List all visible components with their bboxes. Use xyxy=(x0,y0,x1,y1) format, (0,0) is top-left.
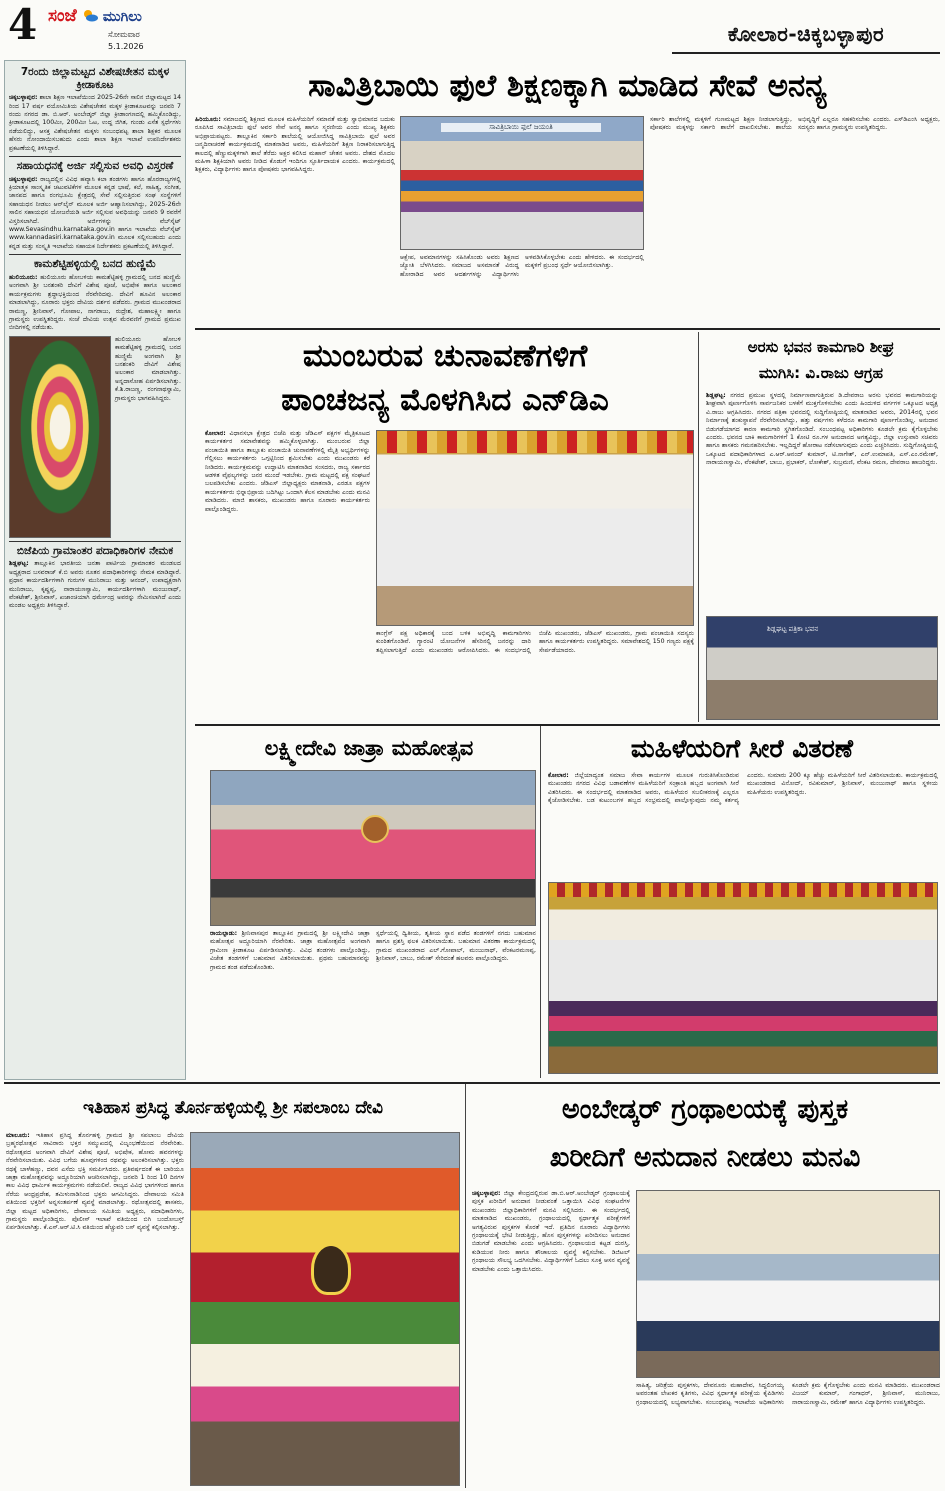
sidebar-story-2 xyxy=(9,160,181,251)
arasu-headline-line2: ಮುಗಿಸಿ: ವಿ.ರಾಜು ಆಗ್ರಹ xyxy=(758,364,884,382)
lakshmi-dateline: ರಾಯಲ್ಪಾಡು: xyxy=(210,930,238,937)
lakshmi-body-1: ಶ್ರೀನಿವಾಸಪುರ ತಾಲ್ಲೂಕಿನ ಗ್ರಾಮದಲ್ಲಿ ಶ್ರೀ ಲಕ್ಷ್ಮೀದೇವಿ ಜಾತ್ರಾ ಮಹೋತ್ಸವ ಅದ್ದೂರಿಯಾಗಿ ನೆರವೇರಿತು. ಜಾತ್ರಾ ಮಹೋತ್ಸವದ ಅಂಗವಾಗಿ ಗ್ರಾಮೀಣ ಕ್ರೀಡಾಕೂಟ ಏರ್ಪಡಿಸಲಾಗಿತ್ತು. ವಿವಿಧ ತಂಡಗಳು ಪಾಲ್ಗೊಂಡಿದ್ದು, ವಿಜೇತ ತಂಡಗಳಿಗೆ ಬಹುಮಾನ ವಿತರಿಸಲಾಯಿತು. ಪ್ರಥಮ ಬಹುಮಾನವನ್ನು ಗ್ರಾಮದ ತಂಡ ಪಡೆದುಕೊಂಡಿತು. xyxy=(210,930,370,971)
arasu-headline-line1: ಅರಸು ಭವನ ಕಾಮಗಾರಿ ಶೀಘ್ರ xyxy=(747,338,895,356)
sidebar-story-4 xyxy=(9,545,181,611)
sidebar-headline-4: ಬಿಜೆಪಿಯ ಗ್ರಾಮಾಂತರ ಪದಾಧಿಕಾರಿಗಳ ನೇಮಕ xyxy=(16,544,174,557)
arasu-body: ನಗರದ ಪ್ರಮುಖ ಸ್ಥಳದಲ್ಲಿ ನಿರ್ಮಾಣವಾಗುತ್ತಿರುವ ಡಿ.ದೇವರಾಜ ಅರಸು ಭವನದ ಕಾಮಗಾರಿಯನ್ನು ಶೀಘ್ರವಾಗಿ ಪೂರ್ಣಗೊಳಿಸಿ ಸಾರ್ವಜನಿಕರ ಬಳಕೆಗೆ ಮುಕ್ತಗೊಳಿಸಬೇಕು ಎಂದು ಹಿಂದುಳಿದ ವರ್ಗಗಳ ಒಕ್ಕೂಟದ ಅಧ್ಯಕ್ಷ ವಿ.ರಾಜು ಆಗ್ರಹಿಸಿದರು. ನಗರದ ಪತ್ರಿಕಾ ಭವನದಲ್ಲಿ ಸುದ್ದಿಗೋಷ್ಠಿಯಲ್ಲಿ ಮಾತನಾಡಿದ ಅವರು, 2014ರಲ್ಲಿ ಭವನ ನಿರ್ಮಾಣಕ್ಕೆ ಶಂಕುಸ್ಥಾಪನೆ ನೆರವೇರಿಸಲಾಗಿದ್ದು, ಹತ್ತು ವರ್ಷಗಳು ಕಳೆದರೂ ಕಾಮಗಾರಿ ಪೂರ್ಣಗೊಂಡಿಲ್ಲ. ಅನುದಾನ ಬಿಡುಗಡೆಯಾಗದ ಕಾರಣ ಕಾಮಗಾರಿ ಸ್ಥಗಿತಗೊಂಡಿದೆ. ಸಂಬಂಧಪಟ್ಟ ಅಧಿಕಾರಿಗಳು ಕೂಡಲೇ ಕ್ರಮ ಕೈಗೊಳ್ಳಬೇಕು ಎಂದರು. ಭವನದ ಬಾಕಿ ಕಾಮಗಾರಿಗಳಿಗೆ 1 ಕೋಟಿ ರೂ.ಗಳ ಅನುದಾನದ ಅಗತ್ಯವಿದ್ದು, ಜಿಲ್ಲಾ ಉಸ್ತುವಾರಿ ಸಚಿವರು ಹಾಗೂ ಶಾಸಕರು ಗಮನಹರಿಸಬೇಕು. ಇಲ್ಲದಿದ್ದರೆ ಹೋರಾಟ ನಡೆಸಲಾಗುವುದು ಎಂದು ಎಚ್ಚರಿಸಿದರು. ಸುದ್ದಿಗೋಷ್ಠಿಯಲ್ಲಿ ಒಕ್ಕೂಟದ ಪದಾಧಿಕಾರಿಗಳಾದ ಎ.ಆರ್.ಆನಂದ್ ಕುಮಾರ್, ಟಿ.ನಾಗೇಶ್, ಎನ್.ಉಮಾಪತಿ, ಎಸ್.ಎಂ.ರಮೇಶ್, ನಾರಾಯಣಸ್ವಾಮಿ, ವೆಂಕಟೇಶ್, ಬಾಬು, ಪ್ರಭಾಕರ್, ಲೋಕೇಶ್, ಸುಬ್ರಮಣಿ, ವೆಂಕಟ ರಮಣ, ದೇವರಾಜ ಹಾಜರಿದ್ದರು. xyxy=(706,392,938,467)
nda-dateline: ಕೋಲಾರ: xyxy=(205,430,226,437)
toranahalli-body-wrap xyxy=(6,1132,184,1484)
lakshmi-col1 xyxy=(210,930,370,1076)
saree-body: ಜಿಲ್ಲೆಯಾದ್ಯಂತ ಸಮಾಜ ಸೇವಾ ಕಾರ್ಯಗಳ ಮೂಲಕ ಗುರುತಿಸಿಕೊಂಡಿರುವ ಮುಖಂಡರು ನಗರದ ವಿವಿಧ ಬಡಾವಣೆಗಳ ಮಹಿಳೆಯರಿಗೆ ಸಂಕ್ರಾಂತಿ ಹಬ್ಬದ ಅಂಗವಾಗಿ ಸೀರೆ ವಿತರಿಸಿದರು. ಈ ಸಂದರ್ಭದಲ್ಲಿ ಮಾತನಾಡಿದ ಅವರು, ಮಹಿಳೆಯರ ಸಬಲೀಕರಣಕ್ಕೆ ಎಲ್ಲರೂ ಕೈಜೋಡಿಸಬೇಕು. ಬಡ ಕುಟುಂಬಗಳ ಹಬ್ಬದ ಸಂಭ್ರಮದಲ್ಲಿ ಪಾಲ್ಗೊಳ್ಳುವುದು ನಮ್ಮ ಕರ್ತವ್ಯ ಎಂದರು. ಸುಮಾರು 200 ಕ್ಕೂ ಹೆಚ್ಚು ಮಹಿಳೆಯರಿಗೆ ಸೀರೆ ವಿತರಿಸಲಾಯಿತು. ಕಾರ್ಯಕ್ರಮದಲ್ಲಿ ಮುಖಂಡರಾದ ವಿನೋದ್, ರವಿಕುಮಾರ್, ಶ್ರೀನಿವಾಸ್, ಮಂಜುನಾಥ್ ಹಾಗೂ ಸ್ಥಳೀಯ ಮಹಿಳೆಯರು ಉಪಸ್ಥಿತರಿದ್ದರು. xyxy=(548,772,938,805)
saree-photo xyxy=(548,882,938,1074)
region-label: ಕೋಲಾರ-ಚಿಕ್ಕಬಳ್ಳಾಪುರ xyxy=(672,14,940,54)
saree-dateline: ಕೋಲಾರ: xyxy=(548,772,569,779)
sidebar-body-3b: ಹುಲಿಯೂರು ಹೋಬಳಿ ಕಾಮಶೆಟ್ಟಿಹಳ್ಳಿ ಗ್ರಾಮದಲ್ಲಿ ಬನದ ಹುಣ್ಣಿಮೆ ಅಂಗವಾಗಿ ಶ್ರೀ ಬನಶಂಕರಿ ದೇವಿಗೆ ವಿಶೇಷ ಅಲಂಕಾರ ಮಾಡಲಾಗಿತ್ತು. ಅನ್ನದಾಸೋಹ ಏರ್ಪಡಿಸಲಾಗಿತ್ತು. ಕೆ.ಶಿ.ರಾಜಣ್ಣ, ರಂಗನಾಥಸ್ವಾಮಿ, ಗ್ರಾಮಸ್ಥರು ಭಾಗವಹಿಸಿದ್ದರು. xyxy=(115,335,181,402)
nda-headline-line2: ಪಾಂಚಜನ್ಯ ಮೊಳಗಿಸಿದ ಎನ್‌ಡಿಎ xyxy=(281,382,609,418)
sidebar-headline-1: 7ರಂದು ಜಿಲ್ಲಾಮಟ್ಟದ ವಿಶೇಷಚೇತನ ಮಕ್ಕಳ ಕ್ರೀಡಾಕೂಟ xyxy=(20,66,170,91)
masthead-date: 5.1.2026 xyxy=(108,42,144,51)
deity-idol-icon xyxy=(311,1243,351,1295)
trophy-shield-icon xyxy=(361,815,389,843)
sidebar-dateline-4: ಶಿಡ್ಲಘಟ್ಟ: xyxy=(9,560,29,568)
savitribai-col1 xyxy=(195,116,395,326)
ambedkar-body-1: ಜಿಲ್ಲಾ ಕೇಂದ್ರದಲ್ಲಿರುವ ಡಾ.ಬಿ.ಆರ್.ಅಂಬೇಡ್ಕರ್ ಗ್ರಂಥಾಲಯಕ್ಕೆ ಪುಸ್ತಕ ಖರೀದಿಗೆ ಅನುದಾನ ನೀಡುವಂತೆ ಒತ್ತಾಯಿಸಿ ವಿವಿಧ ಸಂಘಟನೆಗಳ ಮುಖಂಡರು ಜಿಲ್ಲಾಧಿಕಾರಿಗಳಿಗೆ ಮನವಿ ಸಲ್ಲಿಸಿದರು. ಈ ಸಂದರ್ಭದಲ್ಲಿ ಮಾತನಾಡಿದ ಮುಖಂಡರು, ಗ್ರಂಥಾಲಯದಲ್ಲಿ ಸ್ಪರ್ಧಾತ್ಮಕ ಪರೀಕ್ಷೆಗಳಿಗೆ ಅಗತ್ಯವಿರುವ ಪುಸ್ತಕಗಳ ಕೊರತೆ ಇದೆ. ಪ್ರತಿದಿನ ನೂರಾರು ವಿದ್ಯಾರ್ಥಿಗಳು ಗ್ರಂಥಾಲಯಕ್ಕೆ ಭೇಟಿ ನೀಡುತ್ತಿದ್ದು, ಹೊಸ ಪುಸ್ತಕಗಳನ್ನು ಖರೀದಿಸಲು ಅನುದಾನ ಬಿಡುಗಡೆ ಮಾಡಬೇಕು ಎಂದು ಆಗ್ರಹಿಸಿದರು. ಗ್ರಂಥಾಲಯದ ಕಟ್ಟಡ ದುರಸ್ತಿ, ಕುಡಿಯುವ ನೀರು ಹಾಗೂ ಶೌಚಾಲಯ ವ್ಯವಸ್ಥೆ ಕಲ್ಪಿಸಬೇಕು. ಡಿಜಿಟಲ್ ಗ್ರಂಥಾಲಯ ಸೌಲಭ್ಯ ಒದಗಿಸಬೇಕು. ವಿದ್ಯಾರ್ಥಿಗಳಿಗೆ ಓದಲು ಸೂಕ್ತ ಆಸನ ವ್ಯವಸ್ಥೆ ಮಾಡಬೇಕು ಎಂದು ಒತ್ತಾಯಿಸಿದರು. xyxy=(472,1190,630,1273)
nda-headline xyxy=(195,334,695,426)
ambedkar-col1 xyxy=(472,1190,630,1486)
savitribai-body-3: ಸರ್ಕಾರಿ ಶಾಲೆಗಳಲ್ಲಿ ಮಕ್ಕಳಿಗೆ ಗುಣಮಟ್ಟದ ಶಿಕ್ಷಣ ನೀಡಲಾಗುತ್ತಿದ್ದು, ಪೋಷಕರು ಮಕ್ಕಳನ್ನು ಸರ್ಕಾರಿ ಶಾಲೆಗೆ ದಾಖಲಿಸಬೇಕು. ಶಾಲೆಯ ಅಭಿವೃದ್ಧಿಗೆ ಎಲ್ಲರೂ ಸಹಕರಿಸಬೇಕು ಎಂದರು. ಎಸ್‌ಡಿಎಂಸಿ ಅಧ್ಯಕ್ಷರು, ಸದಸ್ಯರು ಹಾಗೂ ಗ್ರಾಮಸ್ಥರು ಉಪಸ್ಥಿತರಿದ್ದರು. xyxy=(650,116,940,132)
arasu-headline xyxy=(702,334,940,390)
page-number: 4 xyxy=(8,4,38,49)
left-sidebar xyxy=(4,60,186,1080)
toranahalli-photo xyxy=(190,1132,460,1486)
toranahalli-body: ಇತಿಹಾಸ ಪ್ರಸಿದ್ಧ ತೊರ್ನಹಳ್ಳಿ ಗ್ರಾಮದ ಶ್ರೀ ಸಪಲಾಂಬ ದೇವಿಯ ಬ್ರಹ್ಮರಥೋತ್ಸವ ಸಾವಿರಾರು ಭಕ್ತರ ಸಮ್ಮುಖದಲ್ಲಿ ವಿಜೃಂಭಣೆಯಿಂದ ನೆರವೇರಿತು. ರಥೋತ್ಸವದ ಅಂಗವಾಗಿ ದೇವಿಗೆ ವಿಶೇಷ ಪೂಜೆ, ಅಭಿಷೇಕ, ಹೋಮ ಹವನಗಳನ್ನು ನೆರವೇರಿಸಲಾಯಿತು. ವಿವಿಧ ಬಗೆಯ ಹೂವುಗಳಿಂದ ರಥವನ್ನು ಅಲಂಕರಿಸಲಾಗಿತ್ತು. ಭಕ್ತರು ರಥಕ್ಕೆ ಬಾಳೆಹಣ್ಣು, ದವನ ಎಸೆದು ಭಕ್ತಿ ಸಮರ್ಪಿಸಿದರು. ಪ್ರತಿವರ್ಷದಂತೆ ಈ ಬಾರಿಯೂ ಜಾತ್ರಾ ಮಹೋತ್ಸವವನ್ನು ಅದ್ದೂರಿಯಾಗಿ ಆಚರಿಸಲಾಗಿದ್ದು, ಜನವರಿ 1 ರಿಂದ 10 ದಿನಗಳ ಕಾಲ ವಿವಿಧ ಧಾರ್ಮಿಕ ಕಾರ್ಯಕ್ರಮಗಳು ನಡೆಯಲಿವೆ. ರಾಜ್ಯದ ವಿವಿಧ ಭಾಗಗಳಿಂದ ಹಾಗೂ ನೆರೆಯ ಆಂಧ್ರಪ್ರದೇಶ, ತಮಿಳುನಾಡಿನಿಂದ ಭಕ್ತರು ಆಗಮಿಸಿದ್ದರು. ದೇವಾಲಯ ಸಮಿತಿ ವತಿಯಿಂದ ಭಕ್ತರಿಗೆ ಅನ್ನಸಂತರ್ಪಣೆ ವ್ಯವಸ್ಥೆ ಮಾಡಲಾಗಿತ್ತು. ರಥೋತ್ಸವದಲ್ಲಿ ಶಾಸಕರು, ಜಿಲ್ಲಾ ಮಟ್ಟದ ಅಧಿಕಾರಿಗಳು, ದೇವಾಲಯ ಸಮಿತಿಯ ಅಧ್ಯಕ್ಷರು, ಪದಾಧಿಕಾರಿಗಳು, ಗ್ರಾಮಸ್ಥರು ಪಾಲ್ಗೊಂಡಿದ್ದರು. ಪೊಲೀಸ್ ಇಲಾಖೆ ವತಿಯಿಂದ ಬಿಗಿ ಬಂದೋಬಸ್ತ್ ಏರ್ಪಡಿಸಲಾಗಿತ್ತು. ಕೆ.ಎಸ್.ಆರ್.ಟಿ.ಸಿ ವತಿಯಿಂದ ಹೆಚ್ಚುವರಿ ಬಸ್ ವ್ಯವಸ್ಥೆ ಕಲ್ಪಿಸಲಾಗಿತ್ತು. xyxy=(6,1132,184,1232)
savitribai-photo xyxy=(400,116,644,250)
sidebar-dateline-3: ಹುಲಿಯೂರು: xyxy=(9,273,38,281)
newspaper-logo xyxy=(48,6,178,30)
sidebar-headline-2: ಸಹಾಯಧನಕ್ಕೆ ಅರ್ಜಿ ಸಲ್ಲಿಸುವ ಅವಧಿ ವಿಸ್ತರಣೆ xyxy=(16,160,174,173)
logo-sanje: ಸಂಜೆ xyxy=(48,6,77,26)
sidebar-headline-3: ಕಾಮಶೆಟ್ಟಿಹಳ್ಳಿಯಲ್ಲಿ ಬನದ ಹುಣ್ಣಿಮೆ xyxy=(33,258,157,271)
arasu-dateline: ಶಿಡ್ಲಘಟ್ಟ: xyxy=(706,392,726,399)
sidebar-body-3: ಹುಲಿಯೂರು ಹೋಬಳಿಯ ಕಾಮಶೆಟ್ಟಿಹಳ್ಳಿ ಗ್ರಾಮದಲ್ಲಿ ಬನದ ಹುಣ್ಣಿಮೆ ಅಂಗವಾಗಿ ಶ್ರೀ ಬನಶಂಕರಿ ದೇವಿಗೆ ವಿಶೇಷ ಪೂಜೆ, ಅಭಿಷೇಕ ಹಾಗೂ ಅಲಂಕಾರ ಕಾರ್ಯಕ್ರಮಗಳು ಶ್ರದ್ಧಾಭಕ್ತಿಯಿಂದ ನೆರವೇರಿದವು. ದೇವಿಗೆ ಹೂವಿನ ಅಲಂಕಾರ ಮಾಡಲಾಗಿದ್ದು, ನೂರಾರು ಭಕ್ತರು ದೇವಿಯ ದರ್ಶನ ಪಡೆದರು. ಗ್ರಾಮದ ಮುಖಂಡರಾದ ರಾಮಣ್ಣ, ಶ್ರೀನಿವಾಸ್, ಗೋಪಾಲ, ನಾಗರಾಜು, ರುದ್ರೇಶ, ಮಹಾಲಕ್ಷ್ಮೀ ಹಾಗೂ ಗ್ರಾಮಸ್ಥರು ಉಪಸ್ಥಿತರಿದ್ದರು. ಸಂಜೆ ದೇವಿಯ ಉತ್ಸವ ಮೆರವಣಿಗೆ ಗ್ರಾಮದ ಪ್ರಮುಖ ಬೀದಿಗಳಲ್ಲಿ ನಡೆಯಿತು. xyxy=(9,273,181,332)
sidebar-body-2: ರಾಜ್ಯದಲ್ಲಿನ ವಿವಿಧ ಹವ್ಯಾಸಿ ಕಲಾ ತಂಡಗಳು ಹಾಗೂ ಹೊರರಾಜ್ಯಗಳಲ್ಲಿ ಕ್ರಿಯಾತ್ಮಕ ಸಾಂಸ್ಕೃತಿಕ ಚಟುವಟಿಕೆಗಳ ಮೂಲಕ ಕನ್ನಡ ಭಾಷೆ, ಕಲೆ, ಸಾಹಿತ್ಯ, ಸಂಗೀತ, ಜಾನಪದ ಹಾಗೂ ರಂಗಭೂಮಿ ಕ್ಷೇತ್ರದಲ್ಲಿ ಸೇವೆ ಸಲ್ಲಿಸುತ್ತಿರುವ ಸಂಘ ಸಂಸ್ಥೆಗಳಿಗೆ ಸಹಾಯಧನ ನೀಡಲು ಆನ್‌ಲೈನ್ ಮೂಲಕ ಅರ್ಜಿ ಆಹ್ವಾನಿಸಲಾಗಿದ್ದು, 2025-26ನೇ ಸಾಲಿನ ಸಹಾಯಧನ ಯೋಜನೆಯಡಿ ಅರ್ಜಿ ಸಲ್ಲಿಸುವ ಅವಧಿಯನ್ನು ಜನವರಿ 9 ರವರೆಗೆ ವಿಸ್ತರಿಸಲಾಗಿದೆ. ಅರ್ಜಿಗಳನ್ನು ವೆಬ್‌ಸೈಟ್ www.Sevasindhu.karnataka.gov.in ಹಾಗೂ ಇಲಾಖೆಯ ವೆಬ್‌ಸೈಟ್ www.kannadasiri.karnataka.gov.in ಮೂಲಕ ಸಲ್ಲಿಸಬಹುದು ಎಂದು ಕನ್ನಡ ಮತ್ತು ಸಂಸ್ಕೃತಿ ಇಲಾಖೆಯ ಸಹಾಯಕ ನಿರ್ದೇಶಕರು ಪ್ರಕಟಣೆಯಲ್ಲಿ ತಿಳಿಸಿದ್ದಾರೆ. xyxy=(9,175,181,250)
lakshmi-body-2: ಸ್ಪರ್ಧೆಯಲ್ಲಿ ದ್ವಿತೀಯ, ತೃತೀಯ ಸ್ಥಾನ ಪಡೆದ ತಂಡಗಳಿಗೆ ನಗದು ಬಹುಮಾನ ಹಾಗೂ ಪ್ರಶಸ್ತಿ ಫಲಕ ವಿತರಿಸಲಾಯಿತು. ಬಹುಮಾನ ವಿತರಣಾ ಕಾರ್ಯಕ್ರಮದಲ್ಲಿ ಗ್ರಾಮದ ಮುಖಂಡರಾದ ಎಲ್.ಗೋಪಾಲ್, ಮಂಜುನಾಥ್, ವೆಂಕಟರಮಣಪ್ಪ, ಶ್ರೀನಿವಾಸ್, ಬಾಬು, ರಮೇಶ್ ಸೇರಿದಂತೆ ಹಲವರು ಪಾಲ್ಗೊಂಡಿದ್ದರು. xyxy=(376,930,536,963)
sidebar-body-4: ತಾಲ್ಲೂಕಿನ ಭಾರತೀಯ ಜನತಾ ಪಾರ್ಟಿಯ ಗ್ರಾಮಾಂತರ ಮಂಡಲದ ಅಧ್ಯಕ್ಷರಾದ ಬಸವರಾಜ್ ಕೆ.ಬಿ ಅವರು ನೂತನ ಪದಾಧಿಕಾರಿಗಳನ್ನು ನೇಮಕ ಮಾಡಿದ್ದಾರೆ. ಪ್ರಧಾನ ಕಾರ್ಯದರ್ಶಿಗಳಾಗಿ ಗುರುಗಳ ಮುನಿರಾಜು ಮತ್ತು ಆನಂದ್, ಉಪಾಧ್ಯಕ್ಷರಾಗಿ ಮುನಿರಾಜು, ಕೃಷ್ಣಪ್ಪ, ನಾರಾಯಣಸ್ವಾಮಿ, ಕಾರ್ಯದರ್ಶಿಗಳಾಗಿ ಮಂಜುನಾಥ್, ವೆಂಕಟೇಶ್, ಶ್ರೀನಿವಾಸ್, ಖಜಾಂಚಿಯಾಗಿ ಧರ್ಮೇಂದ್ರ ಅವರನ್ನು ನೇಮಿಸಲಾಗಿದೆ ಎಂದು ಮಂಡಲ ಅಧ್ಯಕ್ಷರು ತಿಳಿಸಿದ್ದಾರೆ. xyxy=(9,560,181,610)
savitribai-body-1: ಸಮಾಜದಲ್ಲಿ ಶಿಕ್ಷಣದ ಮೂಲಕ ಮಹಿಳೆಯರಿಗೆ ಸಮಾನತೆ ಮತ್ತು ಸ್ವಾಭಿಮಾನದ ಬದುಕು ರೂಪಿಸಿದ ಸಾವಿತ್ರಿಬಾಯಿ ಫುಲೆ ಅವರ ಸೇವೆ ಅನನ್ಯ ಹಾಗೂ ಸ್ಮರಣೀಯ ಎಂದು ಮುಖ್ಯ ಶಿಕ್ಷಕರು ಅಭಿಪ್ರಾಯಪಟ್ಟರು. ತಾಲ್ಲೂಕಿನ ಸರ್ಕಾರಿ ಶಾಲೆಯಲ್ಲಿ ಆಯೋಜಿಸಿದ್ದ ಸಾವಿತ್ರಿಬಾಯಿ ಫುಲೆ ಅವರ ಜನ್ಮದಿನಾಚರಣೆ ಕಾರ್ಯಕ್ರಮದಲ್ಲಿ ಮಾತನಾಡಿದ ಅವರು, ಮಹಿಳೆಯರಿಗೆ ಶಿಕ್ಷಣ ನಿರಾಕರಿಸಲಾಗುತ್ತಿದ್ದ ಕಾಲದಲ್ಲಿ ಹೆಣ್ಣುಮಕ್ಕಳಿಗಾಗಿ ಶಾಲೆ ತೆರೆದು ಅಕ್ಷರ ಕಲಿಸಿದ ಮಹಾನ್ ಚೇತನ ಅವರು. ದೇಶದ ಮೊದಲ ಮಹಿಳಾ ಶಿಕ್ಷಕಿಯಾಗಿ ಅವರು ನೀಡಿದ ಕೊಡುಗೆ ಇಂದಿಗೂ ಸ್ಫೂರ್ತಿದಾಯಕ ಎಂದರು. ಕಾರ್ಯಕ್ರಮದಲ್ಲಿ ಶಿಕ್ಷಕರು, ವಿದ್ಯಾರ್ಥಿಗಳು ಹಾಗೂ ಪೋಷಕರು ಭಾಗವಹಿಸಿದ್ದರು. xyxy=(195,116,395,174)
saree-body-wrap xyxy=(548,772,938,878)
savitribai-dateline: ಹಿರಿಯೂರು: xyxy=(195,116,221,123)
ambedkar-dateline: ಚಿಕ್ಕಬಳ್ಳಾಪುರ: xyxy=(472,1190,501,1197)
toranahalli-dateline: ಮಾಲೂರು: xyxy=(6,1132,30,1139)
ambedkar-body-2: ಸಾಹಿತ್ಯ, ಚರಿತ್ರೆಯ ಪುಸ್ತಕಗಳು, ದೇವನೂರು ಮಹಾದೇವ, ಸಿದ್ದಲಿಂಗಯ್ಯ ಅವರಂತಹ ಲೇಖಕರ ಕೃತಿಗಳು, ವಿವಿಧ ಸ್ಪರ್ಧಾತ್ಮಕ ಪರೀಕ್ಷೆಯ ಕೈಪಿಡಿಗಳು ಗ್ರಂಥಾಲಯದಲ್ಲಿ ಲಭ್ಯವಾಗಬೇಕು. ಸಂಬಂಧಪಟ್ಟ ಇಲಾಖೆಯ ಅಧಿಕಾರಿಗಳು ಕೂಡಲೇ ಕ್ರಮ ಕೈಗೊಳ್ಳಬೇಕು ಎಂದು ಮನವಿ ಮಾಡಿದರು. ಮುಖಂಡರಾದ ವಿಜಯ್ ಕುಮಾರ್, ಗಂಗಾಧರ್, ಶ್ರೀನಿವಾಸ್, ಮುನಿರಾಜು, ನಾರಾಯಣಸ್ವಾಮಿ, ರಮೇಶ್ ಹಾಗೂ ವಿದ್ಯಾರ್ಥಿಗಳು ಉಪಸ್ಥಿತರಿದ್ದರು. xyxy=(636,1382,940,1406)
arasu-banner-text: ಶಿಡ್ಲಘಟ್ಟ ಪತ್ರಿಕಾ ಭವನ xyxy=(767,625,819,633)
ambedkar-photo xyxy=(636,1190,940,1378)
sidebar-body-1: ಶಾಲಾ ಶಿಕ್ಷಣ ಇಲಾಖೆಯಿಂದ 2025-26ನೇ ಸಾಲಿನ ಜಿಲ್ಲಾಮಟ್ಟದ 14 ರಿಂದ 17 ವರ್ಷ ವಯೋಮಿತಿಯ ವಿಶೇಷಚೇತನ ಮಕ್ಕಳ ಕ್ರೀಡಾಕೂಟವನ್ನು ಜನವರಿ 7 ರಂದು ನಗರದ ಡಾ. ಬಿ.ಆರ್. ಅಂಬೇಡ್ಕರ್ ಜಿಲ್ಲಾ ಕ್ರೀಡಾಂಗಣದಲ್ಲಿ ಹಮ್ಮಿಕೊಂಡಿದ್ದು, ಕ್ರೀಡಾಕೂಟದಲ್ಲಿ 100ಮೀ, 200ಮೀ ಓಟ, ಉದ್ದ ಜಿಗಿತ, ಗುಂಡು ಎಸೆತ ಸ್ಪರ್ಧೆಗಳು ನಡೆಯಲಿದ್ದು, ಆಸಕ್ತ ವಿಶೇಷಚೇತನ ಮಕ್ಕಳು ಸಂಬಂಧಪಟ್ಟ ಶಾಲಾ ಶಿಕ್ಷಕರ ಮೂಲಕ ಹೆಸರು ನೋಂದಾಯಿಸಬಹುದು ಎಂದು ಶಾಲಾ ಶಿಕ್ಷಣ ಇಲಾಖೆ ಉಪನಿರ್ದೇಶಕರು ಪ್ರಕಟಣೆಯಲ್ಲಿ ತಿಳಿಸಿದ್ದಾರೆ. xyxy=(9,94,182,152)
savitribai-body-2: ಆಕ್ಷೇಪ, ಅವಮಾನಗಳನ್ನು ಸಹಿಸಿಕೊಂಡು ಅವರು ಶಿಕ್ಷಣದ ಜ್ಯೋತಿ ಬೆಳಗಿಸಿದರು. ಸಮಾಜದ ಅಸಮಾನತೆ ವಿರುದ್ಧ ಹೋರಾಡಿದ ಅವರ ಆದರ್ಶಗಳನ್ನು ವಿದ್ಯಾರ್ಥಿಗಳು ಅಳವಡಿಸಿಕೊಳ್ಳಬೇಕು ಎಂದು ಹೇಳಿದರು. ಈ ಸಂದರ್ಭದಲ್ಲಿ ಮಕ್ಕಳಿಗೆ ಪ್ರಬಂಧ ಸ್ಪರ್ಧೆ ಆಯೋಜಿಸಲಾಗಿತ್ತು. xyxy=(400,254,644,278)
ambedkar-headline-line2: ಖರೀದಿಗೆ ಅನುದಾನ ನೀಡಲು ಮನವಿ xyxy=(549,1142,861,1173)
nda-col1 xyxy=(205,430,370,760)
masthead-day: ಸೋಮವಾರ xyxy=(108,30,140,39)
nda-photo xyxy=(376,430,694,626)
savitribai-headline: ಸಾವಿತ್ರಿಬಾಯಿ ಫುಲೆ ಶಿಕ್ಷಣಕ್ಕಾಗಿ ಮಾಡಿದ ಸೇವೆ ಅನನ್ಯ xyxy=(308,68,827,104)
sidebar-story-1 xyxy=(9,66,181,153)
arasu-body-wrap xyxy=(706,392,938,612)
ambedkar-headline xyxy=(470,1086,940,1186)
lakshmi-headline: ಲಕ್ಷ್ಮೀದೇವಿ ಜಾತ್ರಾ ಮಹೋತ್ಸವ xyxy=(264,736,474,760)
saree-headline: ಮಹಿಳೆಯರಿಗೆ ಸೀರೆ ವಿತರಣೆ xyxy=(630,734,854,763)
nda-body-1: ವಿಧಾನಸಭಾ ಕ್ಷೇತ್ರದ ಬಿಜೆಪಿ ಮತ್ತು ಜೆಡಿಎಸ್ ಪಕ್ಷಗಳ ಮೈತ್ರಿಕೂಟದ ಕಾರ್ಯಕರ್ತರ ಸಮಾವೇಶವನ್ನು ಹಮ್ಮಿಕೊಳ್ಳಲಾಗಿತ್ತು. ಮುಂಬರುವ ಜಿಲ್ಲಾ ಪಂಚಾಯಿತಿ ಹಾಗೂ ತಾಲ್ಲೂಕು ಪಂಚಾಯಿತಿ ಚುನಾವಣೆಗಳಲ್ಲಿ ಮೈತ್ರಿ ಅಭ್ಯರ್ಥಿಗಳನ್ನು ಗೆಲ್ಲಿಸಲು ಕಾರ್ಯಕರ್ತರು ಒಗ್ಗಟ್ಟಿನಿಂದ ಶ್ರಮಿಸಬೇಕು ಎಂದು ಮುಖಂಡರು ಕರೆ ನೀಡಿದರು. ಕಾರ್ಯಕ್ರಮವನ್ನು ಉದ್ಘಾಟಿಸಿ ಮಾತನಾಡಿದ ಸಂಸದರು, ರಾಜ್ಯ ಸರ್ಕಾರದ ಆಡಳಿತ ವೈಫಲ್ಯಗಳನ್ನು ಜನರ ಮುಂದೆ ಇಡಬೇಕು. ಗ್ರಾಮ ಮಟ್ಟದಲ್ಲಿ ಪಕ್ಷ ಸಂಘಟನೆ ಬಲಪಡಿಸಬೇಕು ಎಂದರು. ಜೆಡಿಎಸ್ ಜಿಲ್ಲಾಧ್ಯಕ್ಷರು ಮಾತನಾಡಿ, ಎರಡೂ ಪಕ್ಷಗಳ ಕಾರ್ಯಕರ್ತರು ಭಿನ್ನಾಭಿಪ್ರಾಯ ಬದಿಗಿಟ್ಟು ಒಂದಾಗಿ ಕೆಲಸ ಮಾಡಬೇಕು ಎಂದು ಮನವಿ ಮಾಡಿದರು. ಮಾಜಿ ಶಾಸಕರು, ಮುಖಂಡರು ಹಾಗೂ ನೂರಾರು ಕಾರ್ಯಕರ್ತರು ಪಾಲ್ಗೊಂಡಿದ್ದರು. xyxy=(205,430,370,513)
toranahalli-headline: ಇತಿಹಾಸ ಪ್ರಸಿದ್ಧ ತೊರ್ನಹಳ್ಳಿಯಲ್ಲಿ ಶ್ರೀ ಸಪಲಾಂಬ ದೇವಿ xyxy=(83,1098,383,1118)
logo-mugilu: ಮುಗಿಲು xyxy=(102,9,142,25)
savitribai-banner-text: ಸಾವಿತ್ರಿಬಾಯಿ ಫುಲೆ ಜಯಂತಿ xyxy=(441,123,601,132)
masthead xyxy=(0,0,945,58)
nda-body-2: ಕಾಂಗ್ರೆಸ್ ಪಕ್ಷ ಅಧಿಕಾರಕ್ಕೆ ಬಂದ ಬಳಿಕ ಅಭಿವೃದ್ಧಿ ಕಾಮಗಾರಿಗಳು ಕುಂಠಿತಗೊಂಡಿವೆ. ಗ್ಯಾರಂಟಿ ಯೋಜನೆಗಳ ಹೆಸರಿನಲ್ಲಿ ಜನರನ್ನು ದಾರಿ ತಪ್ಪಿಸಲಾಗುತ್ತಿದೆ ಎಂದು ಮುಖಂಡರು ಆರೋಪಿಸಿದರು. ಈ ಸಂದರ್ಭದಲ್ಲಿ ಬಿಜೆಪಿ ಮುಖಂಡರು, ಜೆಡಿಎಸ್ ಮುಖಂಡರು, ಗ್ರಾಮ ಪಂಚಾಯಿತಿ ಸದಸ್ಯರು ಹಾಗೂ ಕಾರ್ಯಕರ್ತರು ಉಪಸ್ಥಿತರಿದ್ದರು. ಸಮಾವೇಶದಲ್ಲಿ 150 ಗಣ್ಯರು ಪಕ್ಷಕ್ಕೆ ಸೇರ್ಪಡೆಯಾದರು. xyxy=(376,630,694,654)
sidebar-dateline-2: ಚಿಕ್ಕಬಳ್ಳಾಪುರ: xyxy=(9,175,38,183)
arasu-photo xyxy=(706,616,938,720)
nda-headline-line1: ಮುಂಬರುವ ಚುನಾವಣೆಗಳಿಗೆ xyxy=(302,338,588,374)
sun-cloud-icon xyxy=(82,7,98,26)
goddess-photo xyxy=(9,336,111,538)
sidebar-story-3 xyxy=(9,258,181,537)
sidebar-dateline-1: ಚಿಕ್ಕಬಳ್ಳಾಪುರ: xyxy=(9,94,38,102)
ambedkar-headline-line1: ಅಂಬೇಡ್ಕರ್ ಗ್ರಂಥಾಲಯಕ್ಕೆ ಪುಸ್ತಕ xyxy=(561,1094,849,1125)
lakshmi-photo xyxy=(210,770,536,926)
